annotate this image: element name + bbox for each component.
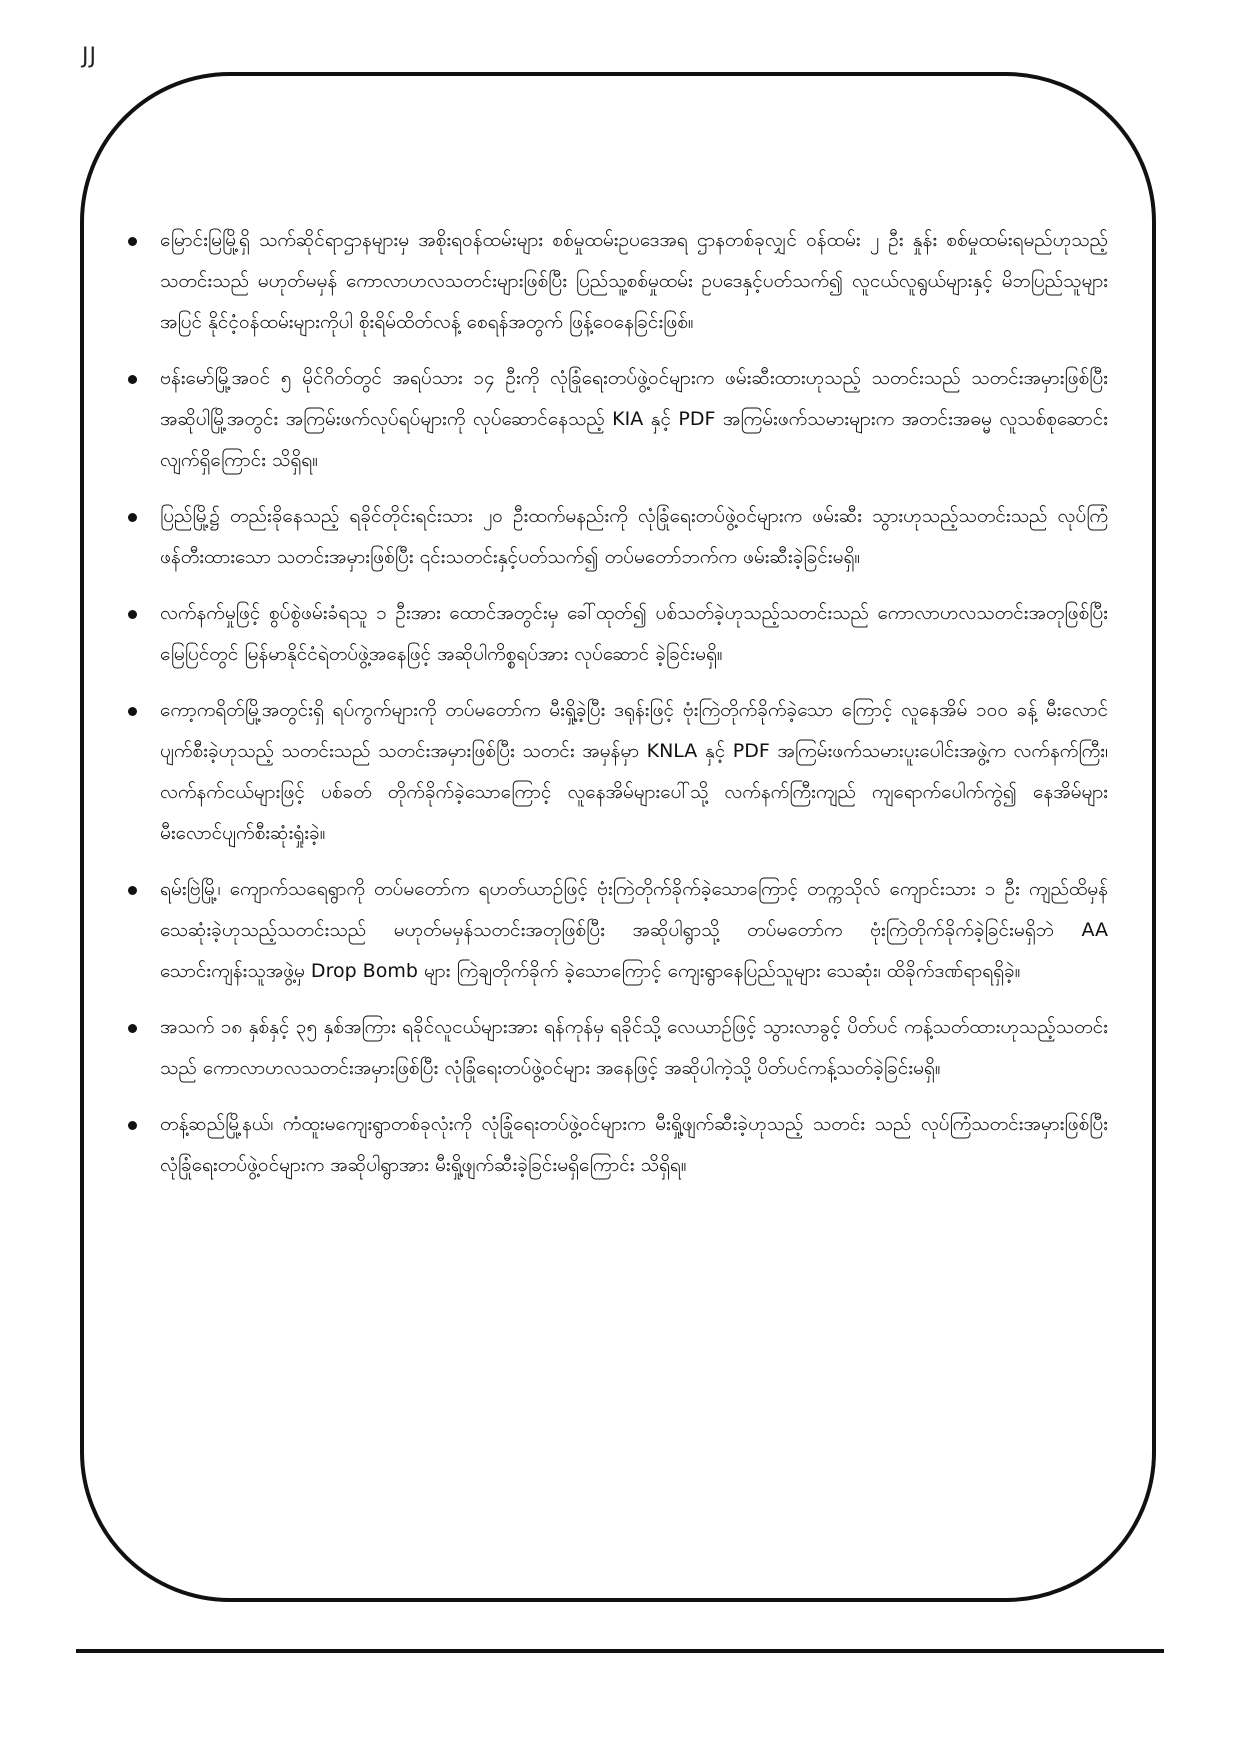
bullet-icon bbox=[128, 237, 137, 246]
page-number: JJ bbox=[82, 44, 97, 69]
bullet-icon bbox=[128, 1121, 137, 1130]
list-item bbox=[128, 690, 1108, 854]
bullet-icon bbox=[128, 886, 137, 895]
list-item bbox=[128, 869, 1108, 992]
footer-divider bbox=[76, 1649, 1164, 1653]
list-item bbox=[128, 1104, 1108, 1186]
bullet-icon bbox=[128, 513, 137, 522]
list-item bbox=[128, 496, 1108, 578]
list-item bbox=[128, 220, 1108, 343]
list-item bbox=[128, 358, 1108, 481]
list-item-text: ဗန်းမော်မြို့အဝင် ၅ မိုင်ဂိတ်တွင် အရပ်သား ၁၄ ဦးကို လုံခြုံရေးတပ်ဖွဲ့ဝင်များက ဖမ်းဆီးထားဟုသည့် သတင်းသည် သတင်းအမှားဖြစ်ပြီး အဆိုပါမြို့အတွင်း အကြမ်းဖက်လုပ်ရပ်များကို လုပ်ဆောင်နေသည့် KIA နှင့် PDF အကြမ်းဖက်သမားများက အတင်းအဓမ္မ လူသစ်စုဆောင်းလျက်ရှိကြောင်း သိရှိရ။ bbox=[160, 367, 1108, 471]
list-item bbox=[128, 1007, 1108, 1089]
list-item-text: ပြည်မြို့၌ တည်းခိုနေသည့် ရခိုင်တိုင်းရင်းသား ၂၀ ဦးထက်မနည်းကို လုံခြုံရေးတပ်ဖွဲ့ဝင်များက ဖမ်းဆီး သွားဟုသည့်သတင်းသည် လုပ်ကြံဖန်တီးထားသော သတင်းအမှားဖြစ်ပြီး ၎င်းသတင်းနှင့်ပတ်သက်၍ တပ်မတော်ဘက်က ဖမ်းဆီးခဲ့ခြင်းမရှိ။ bbox=[160, 505, 1108, 568]
bullet-icon bbox=[128, 707, 137, 716]
list-item-text: လက်နက်မှုဖြင့် စွပ်စွဲဖမ်းခံရသူ ၁ ဦးအား ထောင်အတွင်းမှ ခေါ်ထုတ်၍ ပစ်သတ်ခဲ့ဟုသည့်သတင်းသည် ကောလာဟလသတင်းအတုဖြစ်ပြီး မြေပြင်တွင် မြန်မာနိုင်ငံရဲတပ်ဖွဲ့အနေဖြင့် အဆိုပါကိစ္စရပ်အား လုပ်ဆောင် ခဲ့ခြင်းမရှိ။ bbox=[160, 602, 1108, 665]
bullet-icon bbox=[128, 610, 137, 619]
list-item-text: ကော့ကရိတ်မြို့အတွင်းရှိ ရပ်ကွက်များကို တပ်မတော်က မီးရှို့ခဲ့ပြီး ဒရုန်းဖြင့် ဗုံးကြဲတိုက်ခိုက်ခဲ့သော ကြောင့် လူနေအိမ် ၁၀၀ ခန့် မီးလောင်ပျက်စီးခဲ့ဟုသည့် သတင်းသည် သတင်းအမှားဖြစ်ပြီး သတင်း အမှန်မှာ KNLA နှင့် PDF အကြမ်းဖက်သမားပူးပေါင်းအဖွဲ့က လက်နက်ကြီး၊ လက်နက်ငယ်များဖြင့် ပစ်ခတ် တိုက်ခိုက်ခဲ့သောကြောင့် လူနေအိမ်များပေါ်သို့ လက်နက်ကြီးကျည် ကျရောက်ပေါက်ကွဲ၍ နေအိမ်များ မီးလောင်ပျက်စီးဆုံးရှုံးခဲ့။ bbox=[160, 699, 1108, 844]
list-item-text: ရမ်းဗြဲမြို့၊ ကျောက်သရေရွာကို တပ်မတော်က ရဟတ်ယာဉ်ဖြင့် ဗုံးကြဲတိုက်ခိုက်ခဲ့သောကြောင့် တက္ကသိုလ် ကျောင်းသား ၁ ဦး ကျည်ထိမှန်သေဆုံးခဲ့ဟုသည့်သတင်းသည် မဟုတ်မမှန်သတင်းအတုဖြစ်ပြီး အဆိုပါရွာသို့ တပ်မတော်က ဗုံးကြဲတိုက်ခိုက်ခဲ့ခြင်းမရှိဘဲ AA သောင်းကျန်းသူအဖွဲ့မှ Drop Bomb များ ကြဲချတိုက်ခိုက် ခဲ့သောကြောင့် ကျေးရွာနေပြည်သူများ သေဆုံး၊ ထိခိုက်ဒဏ်ရာရရှိခဲ့။ bbox=[160, 878, 1108, 982]
list-item-text: အသက် ၁၈ နှစ်နှင့် ၃၅ နှစ်အကြား ရခိုင်လူငယ်များအား ရန်ကုန်မှ ရခိုင်သို့ လေယာဉ်ဖြင့် သွားလာခွင့် ပိတ်ပင် ကန့်သတ်ထားဟုသည့်သတင်းသည် ကောလာဟလသတင်းအမှားဖြစ်ပြီး လုံခြုံရေးတပ်ဖွဲ့ဝင်များ အနေဖြင့် အဆိုပါကဲ့သို့ ပိတ်ပင်ကန့်သတ်ခဲ့ခြင်းမရှိ။ bbox=[160, 1016, 1108, 1079]
bullet-icon bbox=[128, 375, 137, 384]
bullet-icon bbox=[128, 1024, 137, 1033]
list-item-text: မြောင်းမြမြို့ရှိ သက်ဆိုင်ရာဌာနများမှ အစိုးရဝန်ထမ်းများ စစ်မှုထမ်းဥပဒေအရ ဌာနတစ်ခုလျှင် ဝန်ထမ်း ၂ ဦး နှုန်း စစ်မှုထမ်းရမည်ဟုသည့်သတင်းသည် မဟုတ်မမှန် ကောလာဟလသတင်းများဖြစ်ပြီး ပြည်သူ့စစ်မှုထမ်း ဥပဒေနှင့်ပတ်သက်၍ လူငယ်လူရွယ်များနှင့် မိဘပြည်သူများအပြင် နိုင်ငံ့ဝန်ထမ်းများကိုပါ စိုးရိမ်ထိတ်လန့် စေရန်အတွက် ဖြန့်ဝေနေခြင်းဖြစ်။ bbox=[160, 229, 1108, 333]
list-item-text: တန့်ဆည်မြို့နယ်၊ ကံထူးမကျေးရွာတစ်ခုလုံးကို လုံခြုံရေးတပ်ဖွဲ့ဝင်များက မီးရှို့ဖျက်ဆီးခဲ့ဟုသည့် သတင်း သည် လုပ်ကြံသတင်းအမှားဖြစ်ပြီး လုံခြုံရေးတပ်ဖွဲ့ဝင်များက အဆိုပါရွာအား မီးရှို့ဖျက်ဆီးခဲ့ခြင်းမရှိကြောင်း သိရှိရ။ bbox=[160, 1113, 1108, 1176]
bullet-list bbox=[128, 220, 1108, 1201]
list-item bbox=[128, 593, 1108, 675]
